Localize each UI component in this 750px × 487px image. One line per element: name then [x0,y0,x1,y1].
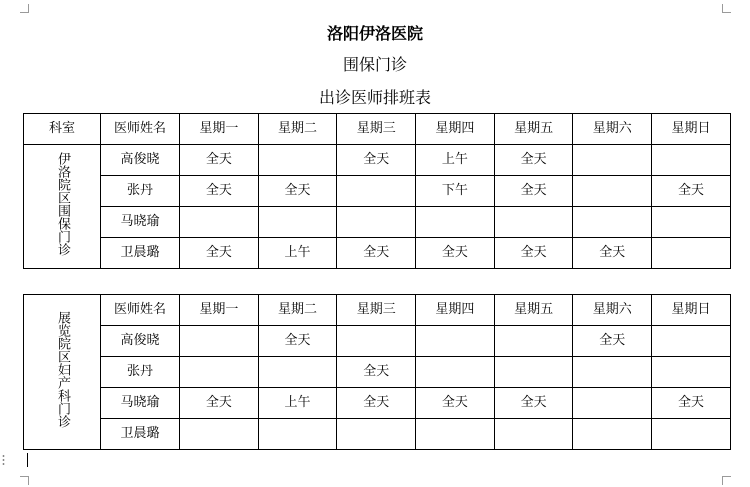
shift-cell[interactable] [180,419,259,450]
table-row [24,176,731,207]
shift-cell[interactable] [258,207,337,238]
shift-cell[interactable] [416,326,495,357]
table-row [24,388,731,419]
header-cell[interactable]: 星期四 [416,114,495,145]
shift-cell[interactable] [494,419,573,450]
header-cell[interactable]: 星期日 [652,295,731,326]
header-cell[interactable]: 星期日 [652,114,731,145]
shift-cell[interactable]: 全天 [337,238,416,269]
shift-cell[interactable]: 全天 [337,145,416,176]
page-corner-mark [20,4,29,13]
shift-cell[interactable]: 全天 [494,176,573,207]
shift-cell[interactable] [573,419,652,450]
shift-cell[interactable]: 全天 [337,388,416,419]
shift-cell[interactable] [180,326,259,357]
hospital-title: 洛阳伊洛医院 [326,24,423,43]
doctor-name-cell[interactable]: 卫晨璐 [101,238,180,269]
header-cell[interactable]: 星期三 [337,114,416,145]
page-corner-mark [722,476,731,485]
shift-cell[interactable]: 全天 [180,388,259,419]
doctor-name-cell[interactable]: 高俊晓 [101,326,180,357]
table-row [24,207,731,238]
schedule-table-zhanlan [23,294,731,450]
header-cell[interactable]: 星期四 [416,295,495,326]
department-label: 展览院区妇产科门诊 [55,311,70,428]
shift-cell[interactable] [573,388,652,419]
shift-cell[interactable]: 上午 [258,388,337,419]
table-header-row [24,295,731,326]
doctor-name-cell[interactable]: 马晓瑜 [101,388,180,419]
shift-cell[interactable]: 全天 [180,238,259,269]
shift-cell[interactable] [573,207,652,238]
shift-cell[interactable] [337,207,416,238]
schedule-table-weiluo [23,113,731,269]
shift-cell[interactable]: 上午 [258,238,337,269]
header-cell[interactable]: 星期六 [573,295,652,326]
page-corner-mark [722,4,731,13]
doctor-name-cell[interactable]: 张丹 [101,357,180,388]
shift-cell[interactable]: 全天 [573,238,652,269]
table-row [24,419,731,450]
drag-handle-icon[interactable] [2,454,5,466]
shift-cell[interactable] [652,207,731,238]
shift-cell[interactable]: 全天 [494,238,573,269]
shift-cell[interactable] [337,176,416,207]
shift-cell[interactable]: 全天 [652,176,731,207]
shift-cell[interactable] [573,176,652,207]
shift-cell[interactable] [573,357,652,388]
table-header-row [24,114,731,145]
shift-cell[interactable] [652,357,731,388]
shift-cell[interactable] [258,419,337,450]
shift-cell[interactable]: 全天 [573,326,652,357]
shift-cell[interactable] [494,207,573,238]
shift-cell[interactable] [494,326,573,357]
shift-cell[interactable] [416,419,495,450]
shift-cell[interactable]: 全天 [416,238,495,269]
table-row [24,145,731,176]
shift-cell[interactable]: 全天 [180,176,259,207]
doctor-name-cell[interactable]: 马晓瑜 [101,207,180,238]
shift-cell[interactable] [416,207,495,238]
clinic-subtitle: 围保门诊 [342,55,407,74]
shift-cell[interactable]: 全天 [494,145,573,176]
text-cursor [27,453,28,467]
shift-cell[interactable]: 上午 [416,145,495,176]
shift-cell[interactable]: 全天 [258,176,337,207]
schedule-title: 出诊医师排班表 [318,88,431,107]
department-cell[interactable] [24,295,101,450]
table-row [24,326,731,357]
shift-cell[interactable] [416,357,495,388]
header-cell[interactable]: 星期五 [494,114,573,145]
shift-cell[interactable]: 全天 [258,326,337,357]
shift-cell[interactable] [258,357,337,388]
shift-cell[interactable] [652,326,731,357]
header-cell[interactable]: 星期五 [494,295,573,326]
shift-cell[interactable]: 全天 [337,357,416,388]
header-cell[interactable]: 星期六 [573,114,652,145]
shift-cell[interactable]: 全天 [180,145,259,176]
shift-cell[interactable]: 全天 [652,388,731,419]
page-corner-mark [20,476,29,485]
shift-cell[interactable] [494,357,573,388]
header-cell[interactable]: 星期一 [180,114,259,145]
shift-cell[interactable]: 下午 [416,176,495,207]
department-cell[interactable] [24,145,101,269]
doctor-name-cell[interactable]: 卫晨璐 [101,419,180,450]
header-cell[interactable]: 星期二 [258,114,337,145]
header-cell[interactable]: 医师姓名 [101,114,180,145]
header-cell[interactable]: 科室 [24,114,101,145]
doctor-name-cell[interactable]: 高俊晓 [101,145,180,176]
shift-cell[interactable] [180,207,259,238]
shift-cell[interactable] [180,357,259,388]
header-cell[interactable]: 医师姓名 [101,295,180,326]
shift-cell[interactable] [258,145,337,176]
doctor-name-cell[interactable]: 张丹 [101,176,180,207]
shift-cell[interactable] [652,145,731,176]
header-cell[interactable]: 星期二 [258,295,337,326]
header-cell[interactable]: 星期三 [337,295,416,326]
shift-cell[interactable] [652,419,731,450]
table-row [24,238,731,269]
table-row [24,357,731,388]
shift-cell[interactable] [652,238,731,269]
department-label: 伊洛院区围保门诊 [55,152,70,256]
shift-cell[interactable] [337,326,416,357]
header-cell[interactable]: 星期一 [180,295,259,326]
shift-cell[interactable]: 全天 [494,388,573,419]
shift-cell[interactable]: 全天 [416,388,495,419]
shift-cell[interactable] [573,145,652,176]
shift-cell[interactable] [337,419,416,450]
